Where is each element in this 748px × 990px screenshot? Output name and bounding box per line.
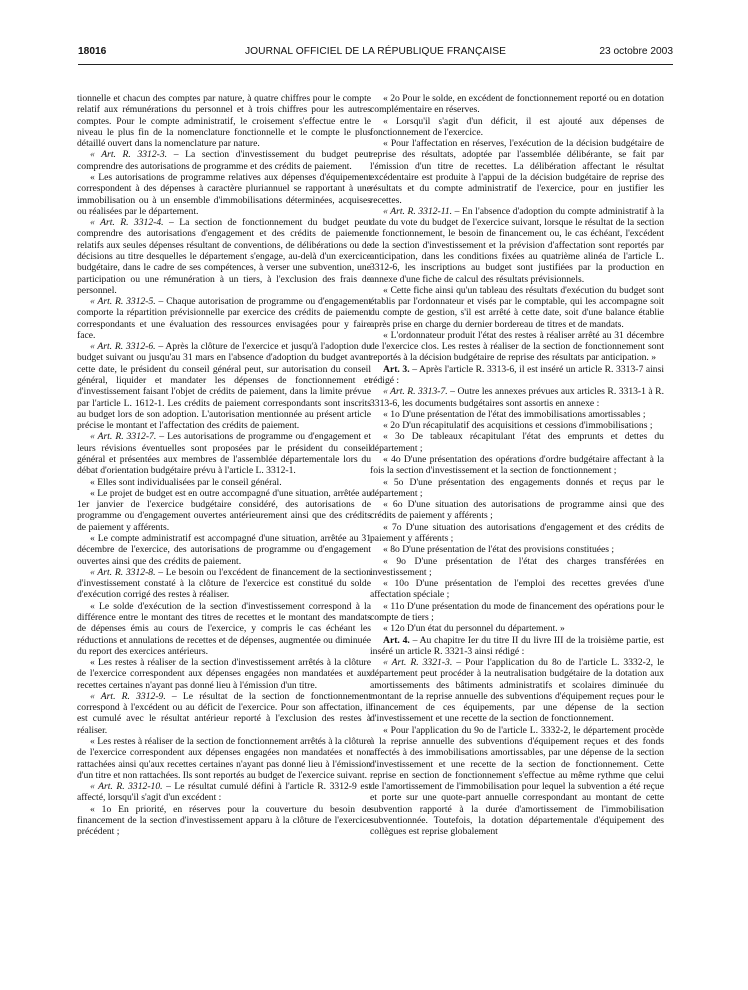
paragraph <box>370 499 664 522</box>
paragraph-text: tionnelle et chacun des comptes par nature, à quatre chiffres pour le compte relatif aux rémunérations du personnel et à trois chiffres pour les autres comptes. Pour le compte administratif, le croisement s'effectue entre le niveau le plus fin de la nomenclature fonctionnelle et le compte le plus détaillé ouvert dans la nomenclature par nature. <box>77 93 371 150</box>
paragraph-text: « Elles sont individualisées par le conseil général. <box>90 476 282 488</box>
article-reference: « Art. R. 3312-10. <box>90 781 163 793</box>
paragraph <box>370 477 664 500</box>
paragraph-text: « Les restes à réaliser de la section de fonctionnement arrêtés à la clôture de l'exercice correspondent aux dépenses engagées non mandatées et non rattachées ainsi qu'aux recettes certaines n'ayant pas donné lieu à l'émission d'un titre et non rattachées. Ils sont reportés au budget de l'exercice suivant. <box>77 736 371 781</box>
paragraph-text: – Le besoin ou l'excédent de financement de la section d'investissement constaté à la clôture de l'exercice est constitué du solde d'exécution corrigé des restes à réaliser. <box>77 566 371 601</box>
paragraph-text: – Au chapitre Ier du titre II du livre III de la troisième partie, est inséré un article R. 3321-3 ainsi rédigé : <box>370 634 664 657</box>
header-rule <box>78 64 673 65</box>
paragraph-text: « Pour l'application du 9o de l'article L. 3332-2, le département procède à la reprise annuelle des subventions d'équipement reçues et des fonds affectés à des immobilisations amortissables, par une dépense de la section d'investissement et une recette de la section de fonctionnement. Cette reprise en section de fonctionnement s'effectue au même rythme que celui de l'amortissement de l'immobilisation pour lequel la subvention a été reçue et porte sur une quote-part annuelle correspondant au montant de cette subvention rapporté à la durée d'amortissement de l'immobilisation subventionnée. Toutefois, la dotation départementale d'équipement des collègues est reprise globalement <box>370 724 664 838</box>
page-header <box>78 46 673 62</box>
paragraph <box>77 567 371 601</box>
paragraph-text: « Le solde d'exécution de la section d'investissement correspond à la différence entre le montant des titres de recettes et le montant des mandats de dépenses émis au cours de l'exercice, y compris le cas échéant les réductions et annulations de recettes et de dépenses, augmentée ou diminuée du report des exercices antérieurs. <box>77 600 371 657</box>
paragraph <box>77 736 371 781</box>
paragraph-text: « 6o D'une situation des autorisations de programme ainsi que des crédits de paiement y afférents ; <box>370 499 664 522</box>
paragraph <box>370 364 664 387</box>
paragraph-text: – Le résultat cumulé défini à l'article R. 3312-9 est affecté, lorsqu'il s'agit d'un excédent : <box>77 781 371 804</box>
paragraph-text: – La section d'investissement du budget peut comprendre des autorisations de programme et des crédits de paiement. <box>77 149 371 172</box>
paragraph <box>370 116 664 139</box>
paragraph-text: « 1o D'une présentation de l'état des immobilisations amortissables ; <box>383 408 646 420</box>
paragraph <box>77 93 371 149</box>
article-reference: « Art. R. 3312-6. <box>90 341 156 353</box>
paragraph-text: « Les restes à réaliser de la section d'investissement arrêtés à la clôture de l'exercice correspondent aux dépenses engagées non mandatées et aux recettes certaines n'ayant pas donné lieu à l'émission d'un titre. <box>77 657 371 691</box>
paragraph-text: – En l'absence d'adoption du compte administratif à la date du vote du budget de l'exercice suivant, lorsque le résultat de la section de fonctionnement, le besoin de financement ou, le cas échéant, l'excédent de la section d'investissement et la prévision d'affectation sont reportés par anticipation, dans les conditions fixées au quatrième alinéa de l'article L. 3312-6, les inscriptions au budget sont justifiées par la production en annexe d'une fiche de calcul des résultats prévisionnels. <box>370 205 664 285</box>
paragraph <box>370 578 664 601</box>
article-heading: Art. 3. <box>383 363 410 375</box>
paragraph-text: « 10o D'une présentation de l'emploi des recettes grevées d'une affectation spéciale ; <box>370 578 664 601</box>
paragraph <box>370 330 664 364</box>
paragraph <box>77 533 371 567</box>
right-column <box>370 93 664 838</box>
paragraph-text: « 5o D'une présentation des engagements donnés et reçus par le département ; <box>370 476 664 499</box>
paragraph <box>77 296 371 341</box>
paragraph-text: « Pour l'affectation en réserves, l'exécution de la décision budgétaire de reprise des résultats, adoptée par l'assemblée délibérante, se fait par l'émission d'un titre de recettes. La délibération affectant le résultat excédentaire est produite à l'appui de la décision budgétaire de reprise des résultats et du compte administratif de l'exercice, pour en justifier les recettes. <box>370 138 664 206</box>
paragraph-text: « Le projet de budget est en outre accompagné d'une situation, arrêtée au 1er janvier de l'exercice budgétaire considéré, des autorisations de programme ou d'engagement ouvertes antérieurement ainsi que des crédits de paiement y afférents. <box>77 487 371 533</box>
paragraph <box>77 691 371 736</box>
paragraph-text: – Après la clôture de l'exercice et jusqu'à l'adoption du budget suivant ou jusqu'au 31 mars en l'absence d'adoption du budget avant cette date, le président du conseil général peut, sur autorisation du conseil général, liquider et mandater les dépenses de fonctionnement et d'investissement faisant l'objet de crédits de paiement, dans la limite prévue par l'article L. 1612-1. Les crédits de paiement correspondants sont inscrits au budget lors de son adoption. L'autorisation mentionnée au présent article précise le montant et l'affectation des crédits de paiement. <box>77 341 371 432</box>
article-reference: « Art. R. 3313-7. <box>383 386 448 398</box>
paragraph <box>77 431 371 476</box>
paragraph <box>370 93 664 116</box>
paragraph <box>77 172 371 217</box>
publication-date: 23 octobre 2003 <box>599 46 673 57</box>
article-reference: « Art. R. 3312-4. <box>90 217 164 229</box>
paragraph <box>77 781 371 804</box>
paragraph <box>370 206 664 285</box>
paragraph-text: « 2o Pour le solde, en excédent de fonctionnement reporté ou en dotation complémentaire en réserves. <box>370 93 664 116</box>
paragraph <box>77 477 371 488</box>
paragraph-text: « Cette fiche ainsi qu'un tableau des résultats d'exécution du budget sont établis par l'ordonnateur et visés par le comptable, qui les accompagne soit du compte de gestion, s'il est arrêté à cette date, soit d'une balance établie après prise en charge du dernier bordereau de titres et de mandats. <box>370 284 664 330</box>
paragraph-text: « 2o D'un récapitulatif des acquisitions et cessions d'immobilisations ; <box>383 420 653 432</box>
page-number: 18016 <box>78 46 107 57</box>
article-reference: « Art. R. 3312-11. <box>383 205 453 217</box>
paragraph <box>77 341 371 431</box>
paragraph-text: – Après l'article R. 3313-6, il est inséré un article R. 3313-7 ainsi rédigé : <box>370 363 664 387</box>
paragraph <box>370 409 664 420</box>
article-reference: « Art. R. 3312-7. <box>90 431 157 443</box>
paragraph <box>77 149 371 172</box>
journal-title: JOURNAL OFFICIEL DE LA RÉPUBLIQUE FRANÇAISE <box>244 46 507 57</box>
paragraph-text: – Le résultat de la section de fonctionnement correspond à l'excédent ou au déficit de l'exercice. Pour son affectation, il est cumulé avec le résultat antérieur reporté à l'exclusion des restes à réaliser. <box>77 690 371 736</box>
paragraph-text: « 11o D'une présentation du mode de financement des opérations pour le compte de tiers ; <box>370 600 664 623</box>
paragraph <box>77 601 371 657</box>
left-column <box>77 93 371 838</box>
paragraph <box>370 386 664 409</box>
paragraph <box>370 556 664 579</box>
paragraph <box>370 544 664 555</box>
paragraph-text: « 7o D'une situation des autorisations d'engagement et des crédits de paiement y afférents ; <box>370 521 664 544</box>
paragraph-text: « L'ordonnateur produit l'état des restes à réaliser arrêté au 31 décembre de l'exercice clos. Les restes à réaliser de la section de fonctionnement sont reportés à la décision budgétaire de reprise des résultats par anticipation. » <box>370 329 664 364</box>
article-reference: « Art. R. 3312-5. <box>90 296 156 308</box>
paragraph <box>370 657 664 725</box>
article-reference: « Art. R. 3312-9. <box>90 690 166 702</box>
paragraph-text: « 8o D'une présentation de l'état des provisions constituées ; <box>383 544 615 556</box>
paragraph <box>370 138 664 206</box>
paragraph-text: « Le compte administratif est accompagné d'une situation, arrêtée au 31 décembre de l'exercice, des autorisations de programme ou d'engagement ouvertes ainsi que des crédits de paiement. <box>77 532 371 567</box>
paragraph <box>370 285 664 330</box>
paragraph <box>370 623 664 634</box>
paragraph <box>77 217 371 296</box>
article-reference: « Art. R. 3312-3. <box>90 149 168 161</box>
paragraph-text: « 1o En priorité, en réserves pour la couverture du besoin de financement de la section d'investissement apparu à la clôture de l'exercice précédent ; <box>77 803 371 838</box>
article-heading: Art. 4. <box>383 634 410 646</box>
paragraph-text: – Chaque autorisation de programme ou d'engagement comporte la répartition prévisionnelle par exercice des crédits de paiement correspondants et une évaluation des ressources envisagées pour y faire face. <box>77 296 372 341</box>
paragraph <box>77 804 371 838</box>
paragraph <box>77 488 371 533</box>
paragraph <box>370 725 664 838</box>
paragraph <box>77 657 371 691</box>
article-reference: « Art. R. 3321-3. <box>383 657 453 669</box>
paragraph-text: « Lorsqu'il s'agit d'un déficit, il est ajouté aux dépenses de fonctionnement de l'exercice. <box>370 115 664 138</box>
paragraph-text: – Outre les annexes prévues aux articles R. 3313-1 à R. 3313-6, les documents budgétaires sont assortis en annexe : <box>370 386 664 409</box>
paragraph-text: « 4o D'une présentation des opérations d'ordre budgétaire affectant à la fois la section d'investissement et la section de fonctionnement ; <box>370 454 664 477</box>
paragraph <box>370 635 664 658</box>
paragraph-text: « 3o De tableaux récapitulant l'état des emprunts et dettes du département ; <box>370 431 664 454</box>
paragraph-text: – Les autorisations de programme ou d'engagement et leurs révisions éventuelles sont proposées par le président du conseil général et présentées aux membres de l'assemblée départementale lors du débat d'orientation budgétaire prévu à l'article L. 3312-1. <box>77 431 371 477</box>
paragraph-text: « 9o D'une présentation de l'état des charges transférées en investissement ; <box>370 555 664 578</box>
paragraph <box>370 420 664 431</box>
article-reference: « Art. R. 3312-8. <box>90 566 156 578</box>
paragraph-text: – Pour l'application du 8o de l'article L. 3332-2, le département peut procéder à la neutralisation budgétaire de la dotation aux amortissements des bâtiments administratifs et scolaires diminuée du montant de la reprise annuelle des subventions d'équipement reçues pour le financement de ces équipements, par une dépense de la section d'investissement et une recette de la section de fonctionnement. <box>370 657 664 725</box>
paragraph-text: « 12o D'un état du personnel du département. » <box>383 623 565 635</box>
paragraph <box>370 454 664 477</box>
paragraph <box>370 522 664 545</box>
paragraph-text: – La section de fonctionnement du budget peut comprendre des autorisations d'engagement et des crédits de paiement relatifs aux seules dépenses résultant de conventions, de délibérations ou de décisions au titre desquelles le département s'engage, au-delà d'un exercice budgétaire, dans le cadre de ses compétences, à verser une subvention, une participation ou une rémunération à un tiers, à l'exclusion des frais de personnel. <box>77 217 371 296</box>
paragraph-text: « Les autorisations de programme relatives aux dépenses d'équipement correspondent à des dépenses à caractère pluriannuel se rapportant à une immobilisation ou à un ensemble d'immobilisations déterminées, acquises ou réalisées par le département. <box>77 171 371 217</box>
paragraph <box>370 601 664 624</box>
paragraph <box>370 431 664 454</box>
